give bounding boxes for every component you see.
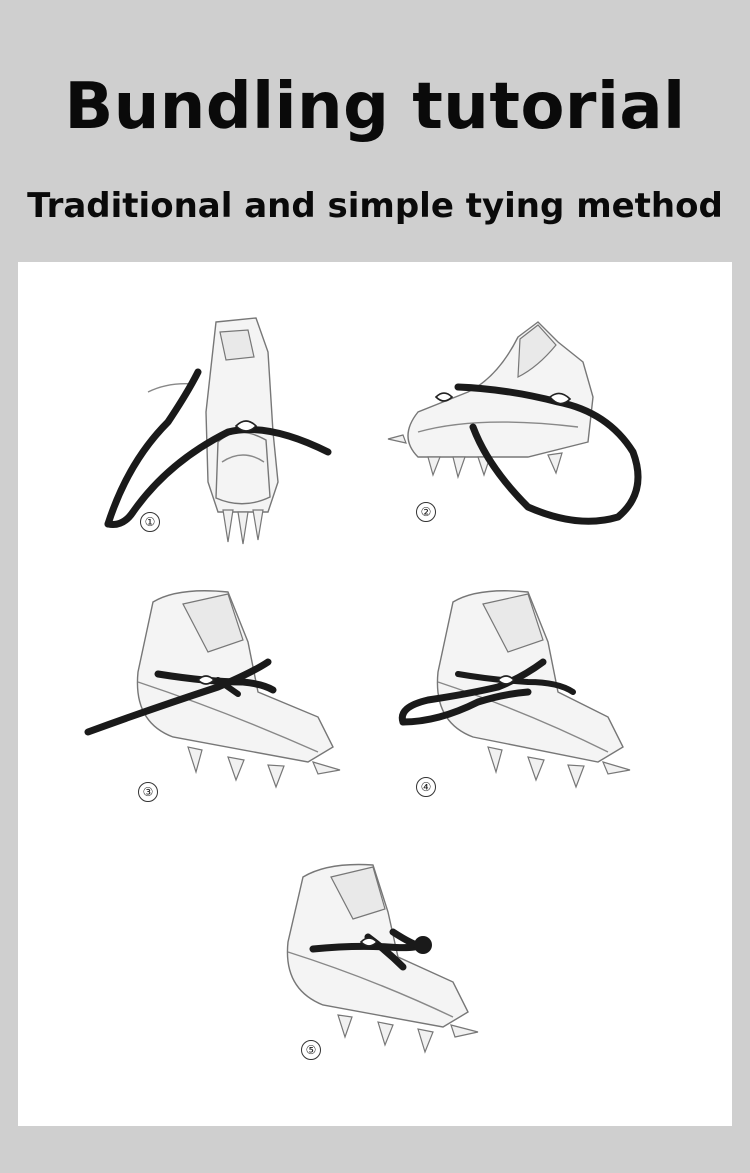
step-1-number: ① (140, 512, 160, 532)
step-2 (378, 317, 668, 537)
step-5 (273, 857, 503, 1077)
boot-front-view-strap-icon (98, 312, 358, 552)
page-title: Bundling tutorial (64, 70, 686, 144)
step-3-number: ③ (138, 782, 158, 802)
boot-strap-through-buckle-icon (78, 582, 358, 812)
instructions-panel (18, 262, 732, 1126)
step-2-number: ② (416, 502, 436, 522)
step-5-number: ⑤ (301, 1040, 321, 1060)
step-1 (98, 312, 358, 552)
page-subtitle: Traditional and simple tying method (27, 186, 723, 226)
step-3 (78, 582, 358, 812)
step-4-number: ④ (416, 777, 436, 797)
boot-strap-loop-bow-icon (398, 582, 658, 812)
step-4 (398, 582, 658, 812)
